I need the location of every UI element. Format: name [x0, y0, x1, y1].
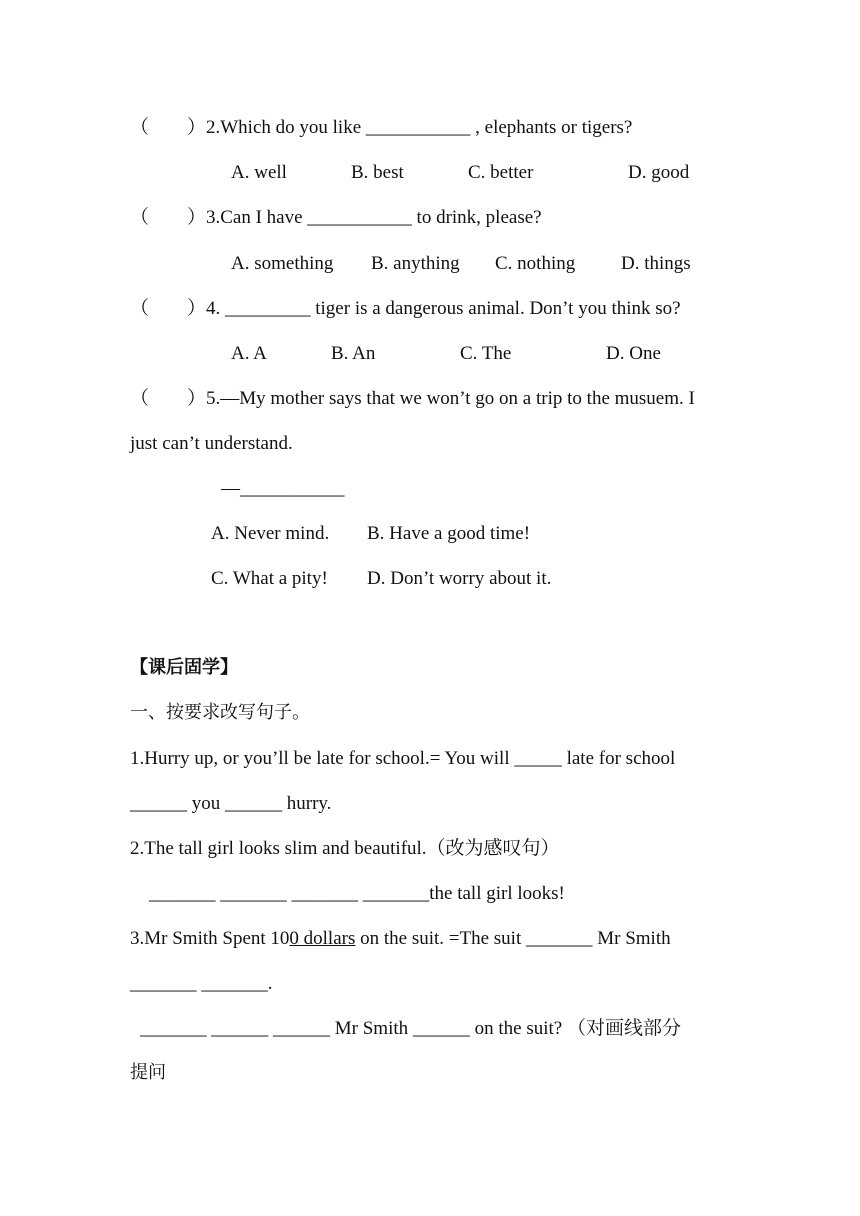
question-2-option-b: B. best: [351, 162, 404, 183]
exercise-3-text-before: 3.Mr Smith Spent 10: [130, 928, 290, 949]
question-3-option-c: C. nothing: [495, 253, 576, 274]
part-title: 一、按要求改写句子。: [130, 702, 310, 723]
exercise-2-line-2: _______ _______ _______ _______the tall girl looks!: [149, 883, 565, 904]
question-4-option-b: B. An: [331, 343, 376, 364]
exercise-1-line-2: ______ you ______ hurry.: [130, 793, 332, 814]
question-4-stem: （ ）4. _________ tiger is a dangerous animal. Don’t you think so?: [130, 298, 681, 319]
question-5-option-b: B. Have a good time!: [367, 523, 531, 544]
question-4-option-c: C. The: [460, 343, 512, 364]
question-5-stem: （ ）5.—My mother says that we won’t go on a trip to the musuem. I: [130, 388, 695, 409]
question-4-option-a: A. A: [231, 343, 267, 364]
exercise-3-line-1: [130, 929, 671, 948]
question-3-stem: （ ）3.Can I have ___________ to drink, please?: [130, 207, 542, 228]
question-2-option-c: C. better: [468, 162, 534, 183]
question-5-stem-continued: just can’t understand.: [130, 433, 293, 454]
question-5-option-a: A. Never mind.: [211, 523, 330, 544]
question-3-option-b: B. anything: [371, 253, 460, 274]
exercise-3-underlined-part: 0 dollars: [289, 928, 356, 949]
exercise-1-line-1: 1.Hurry up, or you’ll be late for school.= You will _____ late for school: [130, 748, 676, 769]
question-3-option-d: D. things: [621, 253, 691, 274]
exercise-3-text-after: on the suit. =The suit _______ Mr Smith: [355, 928, 671, 949]
exercise-3-line-4: 提问: [130, 1062, 166, 1083]
question-2-option-a: A. well: [231, 162, 287, 183]
question-2-option-d: D. good: [628, 162, 690, 183]
exercise-3-line-2: _______ _______.: [130, 973, 273, 994]
question-4-option-d: D. One: [606, 343, 661, 364]
exercise-2-line-1: 2.The tall girl looks slim and beautiful.（改为感叹句）: [130, 838, 560, 859]
question-5-option-c: C. What a pity!: [211, 568, 328, 589]
question-5-option-d: D. Don’t worry about it.: [367, 568, 552, 589]
question-2-stem: （ ）2.Which do you like ___________ , elephants or tigers?: [130, 117, 633, 138]
exercise-3-line-3: _______ ______ ______ Mr Smith ______ on the suit? （对画线部分: [140, 1018, 681, 1039]
question-5-reply-blank: —___________: [221, 478, 345, 499]
question-3-option-a: A. something: [231, 253, 334, 274]
section-title: 【课后固学】: [130, 657, 238, 678]
